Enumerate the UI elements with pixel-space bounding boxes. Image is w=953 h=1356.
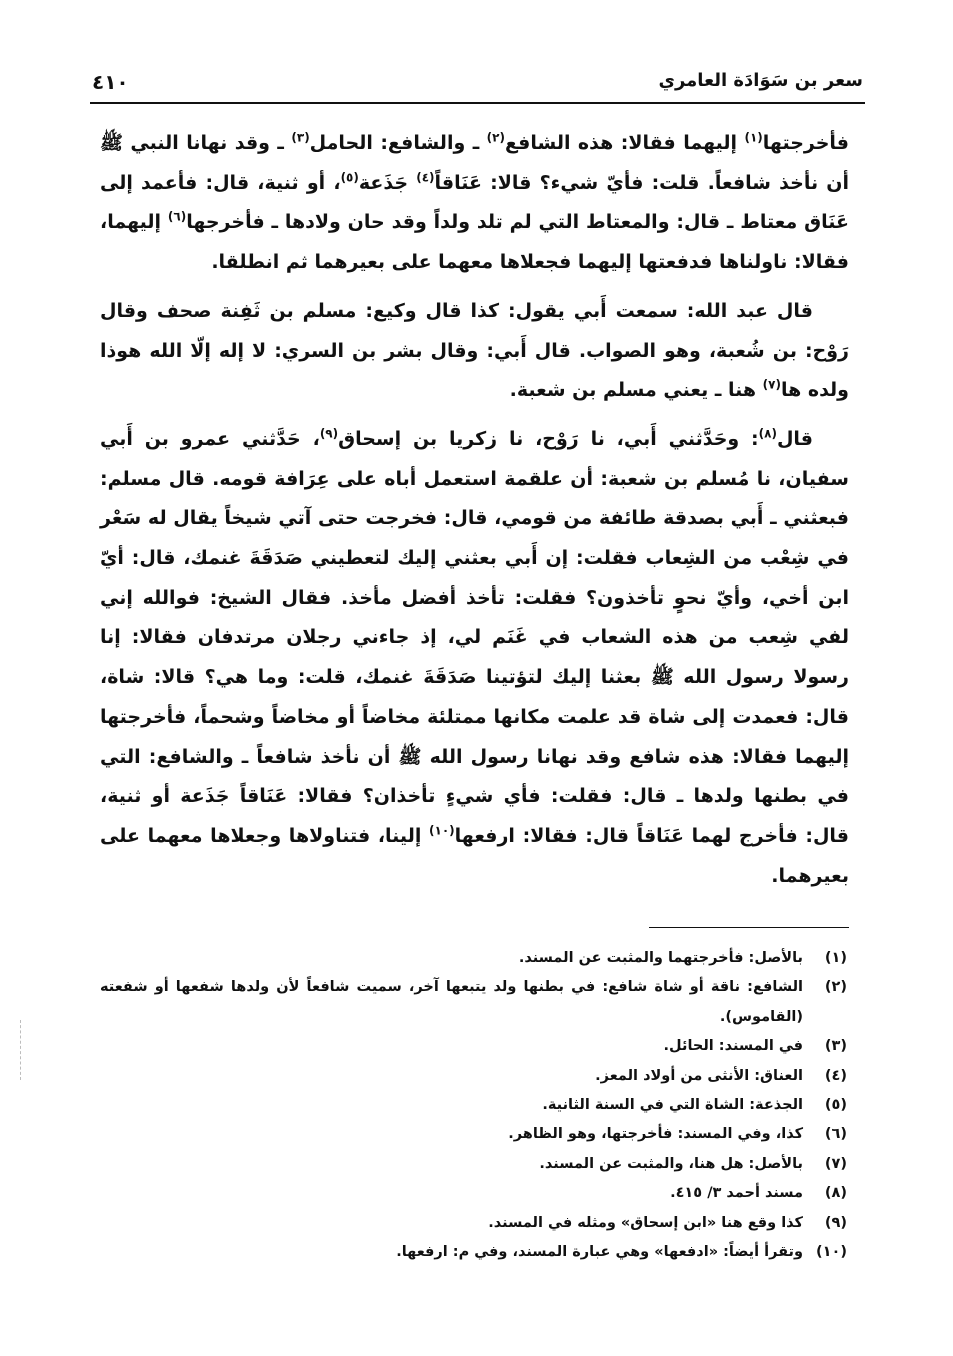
footnote-number: (١) bbox=[824, 950, 847, 966]
text-run: جَذَعة bbox=[358, 171, 417, 194]
note-reference: (٧) bbox=[762, 377, 781, 392]
note-reference: (٩) bbox=[319, 426, 339, 441]
book-title: سعر بن سَوَادَة العامري bbox=[658, 70, 863, 91]
note-reference: (١٠) bbox=[429, 823, 455, 838]
text-run: قال عبد الله: سمعت أَبي يقول: كذا قال وكيع: مسلم بن ثَفِنة صحف وقال رَوْح: بن شُعبة، وهو الصواب. قال أَبي: وقال بشر بن السري: لا إله إلّا الله هوذا ولده ها bbox=[100, 299, 849, 402]
footnote-text: كذا وقع هنا «ابن إسحاق» ومثله في المسند. bbox=[488, 1214, 803, 1231]
text-run: ـ وقد نهانا النبي ﷺ أن نأخذ شافعاً. قلت: فأيّ شيء؟ قالا: عَنَاقاً bbox=[100, 132, 849, 194]
footnote bbox=[100, 1032, 847, 1061]
header-rule bbox=[90, 102, 865, 104]
note-reference: (٥) bbox=[340, 170, 359, 185]
footnote-text: وتقرأ أيضاً: «ادفعها» وهي عبارة المسند، وفي م: ارفعها. bbox=[396, 1244, 803, 1261]
footnote bbox=[100, 1091, 847, 1120]
footnote bbox=[100, 1238, 847, 1267]
footnote-number: (٤) bbox=[824, 1067, 847, 1084]
note-reference: (٦) bbox=[167, 210, 187, 225]
note-reference: (١) bbox=[744, 130, 763, 145]
footnote bbox=[100, 1150, 847, 1179]
footnote-text: العناق: الأنثى من أولاد المعز. bbox=[595, 1067, 803, 1084]
paragraph-1 bbox=[100, 124, 849, 283]
footnote-number: (٥) bbox=[824, 1097, 847, 1114]
footnote bbox=[100, 1062, 847, 1091]
footnote-text: الشافع: ناقة أو شاة شافع: في بطنها ولد يتبعها آخر، سميت شافعاً لأن ولدها شفعها أو شفعته (القاموس). bbox=[100, 979, 803, 1025]
footnotes bbox=[100, 944, 847, 1267]
footnote-text: بالأصل: فأخرجتهما والمثبت عن المسند. bbox=[518, 950, 803, 966]
note-reference: (٤) bbox=[416, 170, 435, 185]
footnote bbox=[100, 944, 847, 973]
footnote-text: كذا، وفي المسند: فأخرجتها، وهو الظاهر. bbox=[508, 1126, 803, 1143]
main-text bbox=[100, 124, 849, 896]
footnote-number: (٩) bbox=[824, 1214, 847, 1231]
footnote-text: بالأصل: هل هنا، والمثبت عن المسند. bbox=[539, 1155, 803, 1172]
footnote bbox=[100, 973, 847, 1032]
footnote-text: مسند أحمد ٣/ ٤١٥. bbox=[670, 1185, 803, 1202]
footnote-number: (١٠) bbox=[816, 1244, 847, 1261]
text-run: قال bbox=[776, 427, 813, 450]
text-run: ، حَدَّثني عمرو بن أَبي سفيان، نا مُسلم بن شعبة: أن علقمة استعمل أباه على عِرَافة قومه. قال مسلم: فبعثني ـ أَبي بصدقة طائفة من قومي، قال: فخرجت حتى آتي شيخاً يقال له سَعْر في شِعْب من الشِعاب فقلت: إن أَبي بعثني إليك لتعطيني صَدَقَةَ غنمك، قال: أيّ ابن أخي، وأيّ نحوٍ تأخذون؟ فقلت: تأخذ أفضل مأخذ. فقال الشيخ: فوالله إني لفي شِعب من هذه الشعاب في غَنَم لي، إذ جاءني رجلان مرتدفان فقالا: إنا رسولا رسول الله ﷺ بعثنا إليك لتؤتينا صَدَقَةَ غنمك، قلت: وما هي؟ قالا: شاة، قال: فعمدت إلى شاة قد علمت مكانها ممتلئة مخاضاً أو مخاضاً وشحماً، فأخرجتها إليهما فقالا: هذه شافع وقد نهانا رسول الله ﷺ أن نأخذ شافعاً ـ والشافع: التي في بطنها ولدها ـ قال: فقلت: فأي شيءٍ تأخذان؟ فقالا: عَنَاقاً جَذَعة أو ثنية، قال: فأخرج لهما عَنَاقاً قال: فقالا: ارفعها bbox=[100, 427, 850, 847]
text-run: إلينا، فتناولاها وجعلاها معهما على بعيرهما. bbox=[100, 824, 849, 887]
footnote-number: (٣) bbox=[824, 1038, 847, 1055]
running-head bbox=[92, 64, 863, 98]
note-reference: (٣) bbox=[291, 130, 310, 145]
text-run: إليهما فقالا: هذه الشافع bbox=[504, 132, 745, 154]
footnote-rule bbox=[649, 927, 849, 928]
text-run: ـ والشافع: الحامل bbox=[309, 132, 487, 154]
footnote-number: (٨) bbox=[824, 1185, 847, 1202]
footnote-text: في المسند: الحائل. bbox=[663, 1038, 803, 1055]
note-reference: (٢) bbox=[486, 130, 505, 145]
text-run: إليهما، فقالا: ناولناها فدفعتها إليهما فجعلاها معهما على بعيرهما ثم انطلقا. bbox=[100, 211, 849, 274]
footnote-number: (٢) bbox=[824, 979, 847, 996]
paragraph-2 bbox=[100, 292, 849, 411]
text-run: ، أو ثنية، قال: فأعمد إلى عَنَاق معتاط ـ قال: والمعتاط التي لم تلد ولداً وقد حان ولادها ـ فأخرجها bbox=[100, 171, 849, 234]
footnote bbox=[100, 1120, 847, 1149]
paragraph-3 bbox=[100, 420, 849, 896]
footnote-number: (٧) bbox=[824, 1155, 847, 1172]
scan-margin-mark bbox=[20, 1020, 23, 1080]
note-reference: (٨) bbox=[758, 426, 777, 441]
text-run: هنا ـ يعني مسلم بن شعبة. bbox=[509, 379, 763, 402]
page-number: ٤١٠ bbox=[92, 70, 129, 94]
footnote bbox=[100, 1209, 847, 1238]
footnote bbox=[100, 1179, 847, 1208]
text-run: فأخرجتها bbox=[762, 132, 849, 154]
text-run: : وحَدَّثني أَبي، نا رَوْح، نا زكريا بن إسحاق bbox=[338, 427, 759, 450]
footnote-text: الجذعة: الشاة التي في السنة الثانية. bbox=[542, 1097, 803, 1114]
footnote-number: (٦) bbox=[824, 1126, 847, 1143]
